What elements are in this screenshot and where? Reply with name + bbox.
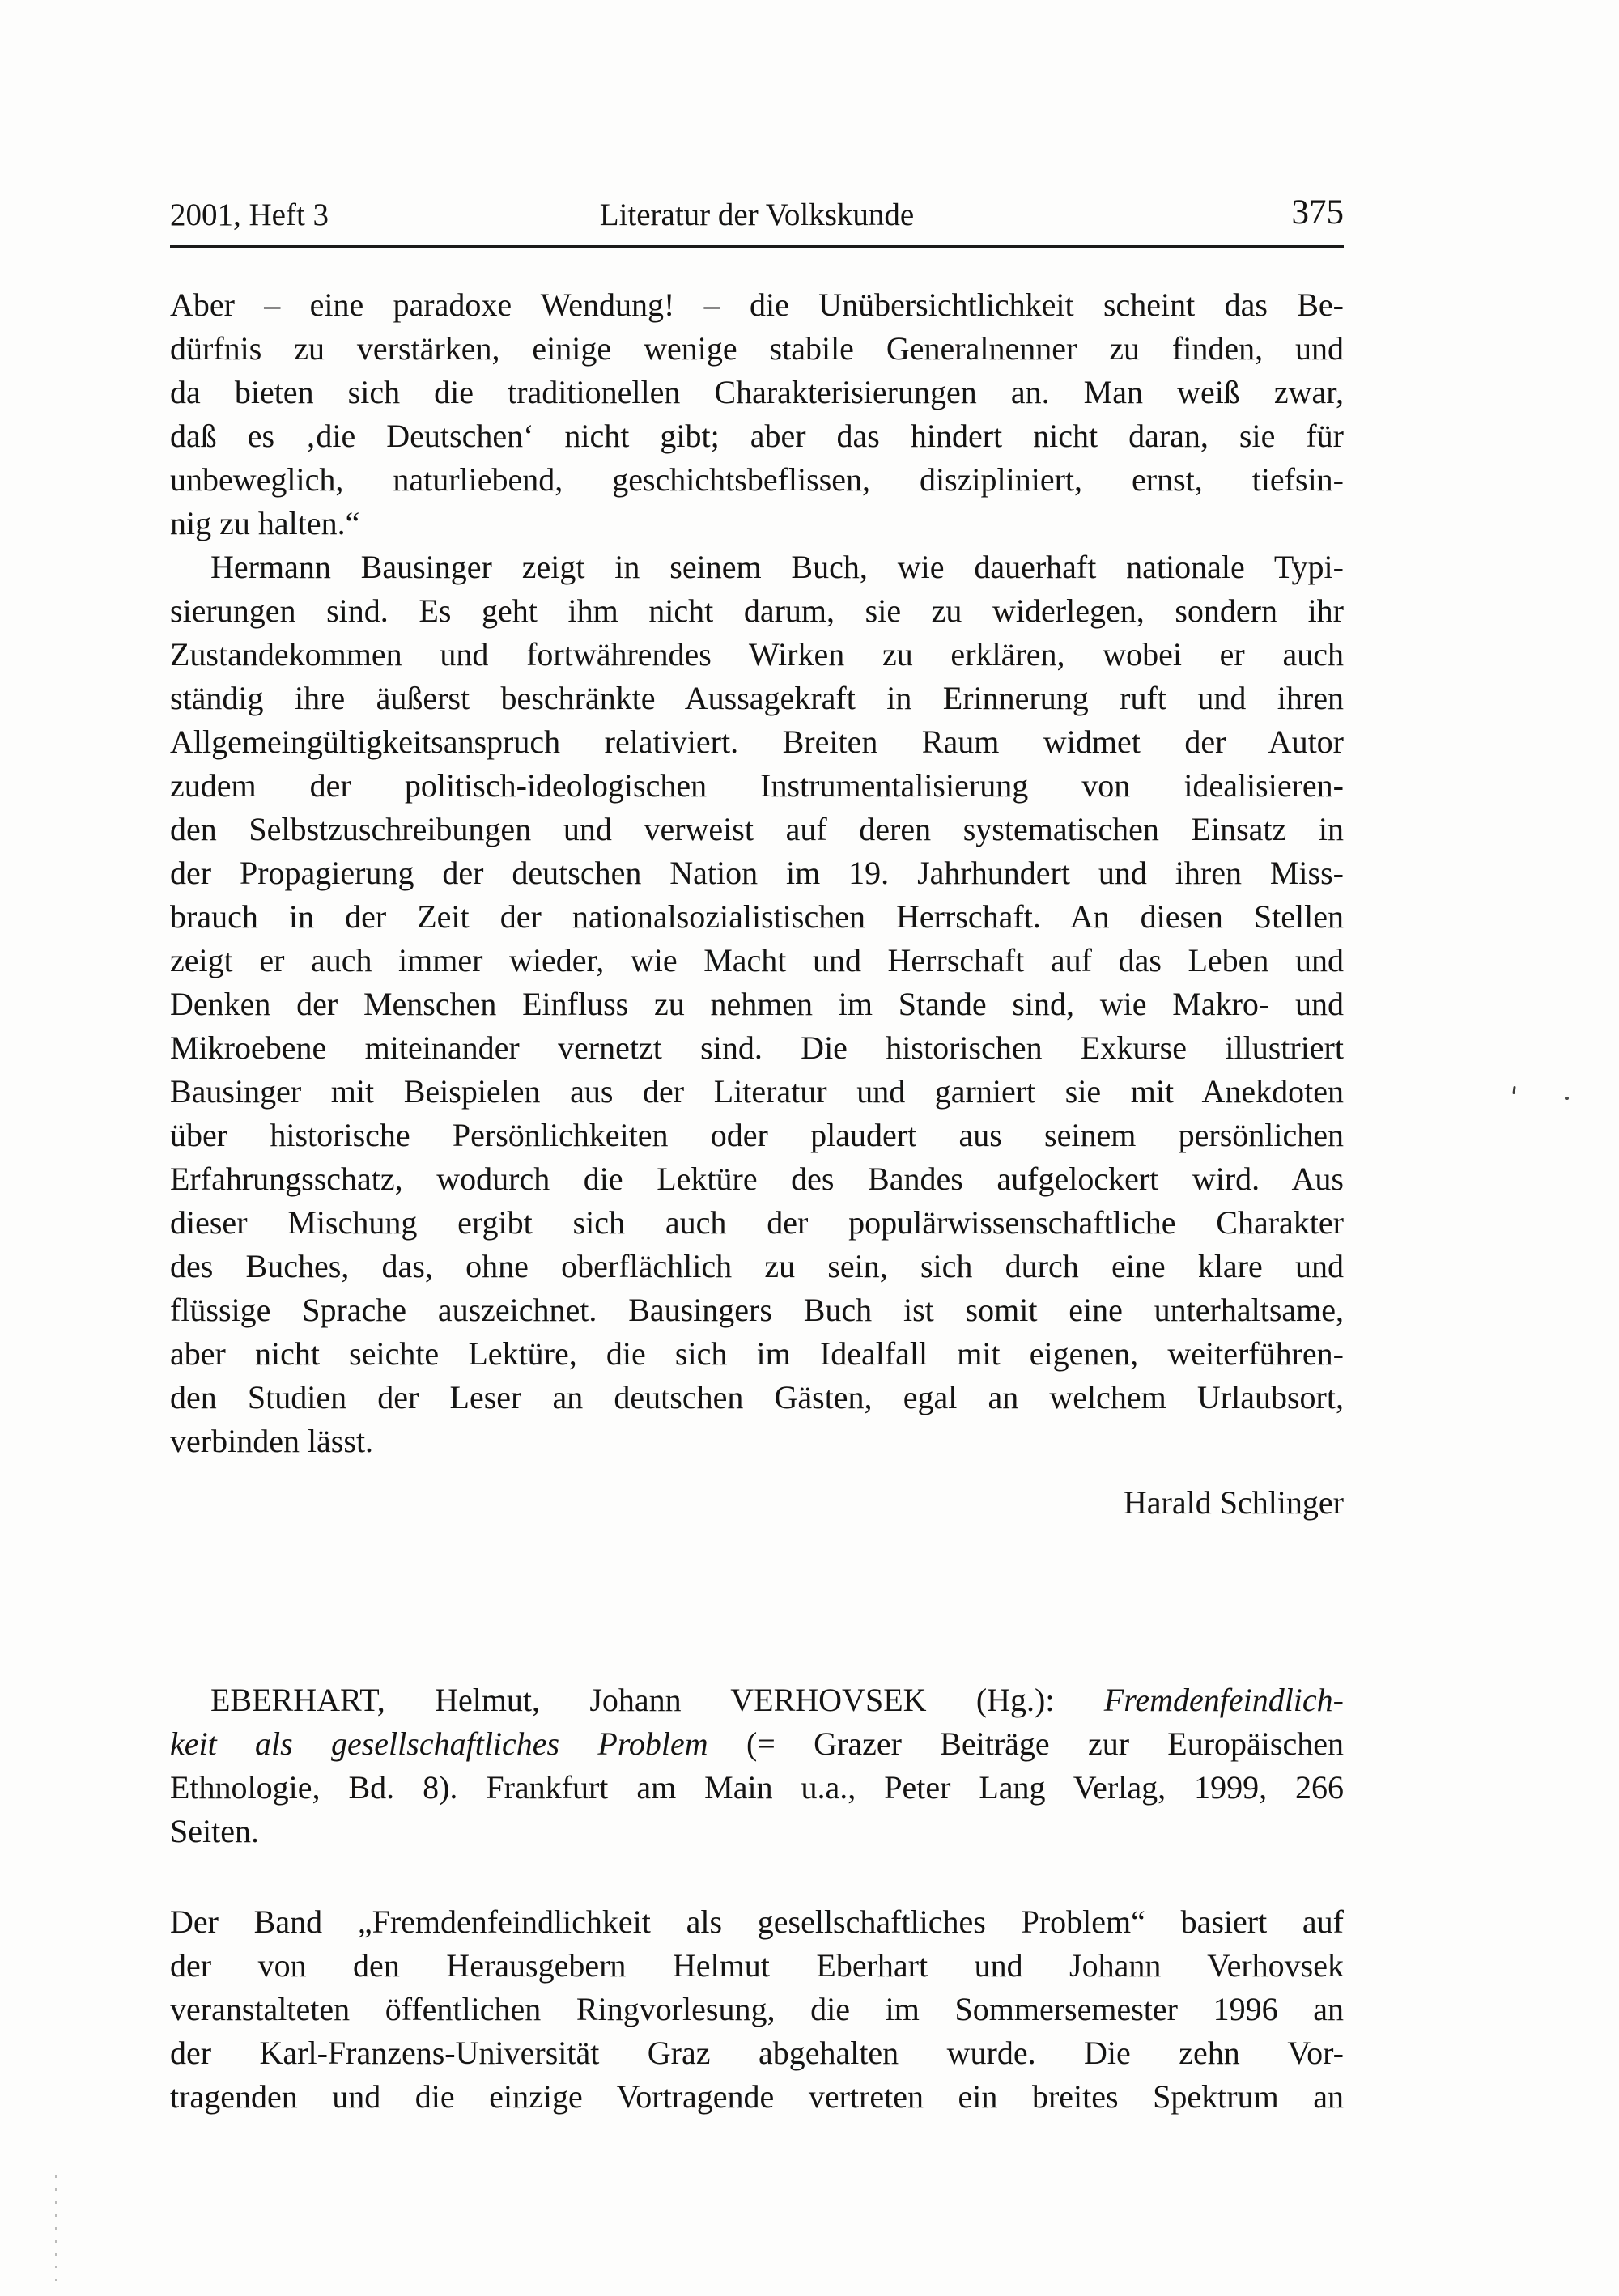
text-line: Erfahrungsschatz, wodurch die Lektüre des Bandes aufgelockert wird. Aus (170, 1161, 1344, 1197)
book-citation (170, 1678, 1344, 1853)
header-rule (170, 245, 1344, 248)
text-line: daß es ‚die Deutschen‘ nicht gibt; aber das hindert nicht daran, sie für (170, 418, 1344, 454)
text-line (170, 1722, 1344, 1766)
citation-text: (= Grazer Beiträge zur Europäischen (708, 1725, 1344, 1762)
text-line: des Buches, das, ohne oberflächlich zu sein, sich durch eine klare und (170, 1248, 1344, 1284)
text-line (170, 1766, 1344, 1810)
text-line: der Karl-Franzens-Universität Graz abgehalten wurde. Die zehn Vor- (170, 2035, 1344, 2071)
paragraph (170, 1900, 1344, 2119)
paragraph (170, 545, 1344, 1463)
reviewer-signature: Harald Schlinger (1123, 1484, 1344, 1521)
scan-artifact-dotted-line (55, 2175, 57, 2289)
scan-artifact-speck (1565, 1097, 1569, 1100)
page-header (170, 193, 1344, 237)
text-line (170, 1678, 1344, 1722)
text-line: Denken der Menschen Einfluss zu nehmen im Stande sind, wie Makro- und (170, 986, 1344, 1022)
text-line: Aber – eine paradoxe Wendung! – die Unübersichtlichkeit scheint das Be- (170, 286, 1344, 323)
text-line: tragenden und die einzige Vortragende vertreten ein breites Spektrum an (170, 2078, 1344, 2115)
text-line: über historische Persönlichkeiten oder plaudert aus seinem persönlichen (170, 1117, 1344, 1153)
text-line: sierungen sind. Es geht ihm nicht darum, sie zu widerlegen, sondern ihr (170, 592, 1344, 629)
text-line: Bausinger mit Beispielen aus der Literatur und garniert sie mit Anekdoten (170, 1073, 1344, 1110)
text-line: da bieten sich die traditionellen Charakterisierungen an. Man weiß zwar, (170, 374, 1344, 410)
text-line: dürfnis zu verstärken, einige wenige stabile Generalnenner zu finden, und (170, 330, 1344, 367)
text-line: veranstalteten öffentlichen Ringvorlesung, die im Sommersemester 1996 an (170, 1991, 1344, 2027)
text-line: Der Band „Fremdenfeindlichkeit als gesellschaftliches Problem“ basiert auf (170, 1903, 1344, 1940)
text-line: Hermann Bausinger zeigt in seinem Buch, wie dauerhaft nationale Typi- (210, 549, 1344, 585)
text-line: den Selbstzuschreibungen und verweist auf deren systematischen Einsatz in (170, 811, 1344, 847)
citation-title-italic: keit als gesellschaftliches Problem (170, 1725, 708, 1762)
text-line: zeigt er auch immer wieder, wie Macht und Herrschaft auf das Leben und (170, 942, 1344, 978)
header-issue: 2001, Heft 3 (170, 197, 329, 232)
text-line: der von den Herausgebern Helmut Eberhart und Johann Verhovsek (170, 1947, 1344, 1984)
text-line: Mikroebene miteinander vernetzt sind. Die historischen Exkurse illustriert (170, 1029, 1344, 1066)
citation-title-italic: Fremdenfeindlich- (1103, 1682, 1344, 1718)
text-line: nig zu halten.“ (170, 505, 360, 541)
header-journal-section-title: Literatur der Volkskunde (599, 197, 915, 232)
text-line: Zustandekommen und fortwährendes Wirken zu erklären, wobei er auch (170, 636, 1344, 673)
citation-text: Ethnologie, Bd. 8). Frankfurt am Main u.a., Peter Lang Verlag, 1999, 266 (170, 1769, 1344, 1806)
text-line: zudem der politisch-ideologischen Instrumentalisierung von idealisieren- (170, 767, 1344, 804)
text-line: flüssige Sprache auszeichnet. Bausingers Buch ist somit eine unterhaltsame, (170, 1292, 1344, 1328)
text-line: verbinden lässt. (170, 1423, 374, 1459)
text-line: brauch in der Zeit der nationalsozialistischen Herrschaft. An diesen Stellen (170, 898, 1344, 935)
page-body (170, 283, 1344, 2119)
text-line: dieser Mischung ergibt sich auch der populärwissenschaftliche Charakter (170, 1204, 1344, 1241)
citation-text: Seiten. (170, 1813, 259, 1849)
text-line: den Studien der Leser an deutschen Gästen, egal an welchem Urlaubsort, (170, 1379, 1344, 1415)
paragraph (170, 283, 1344, 545)
text-line: Allgemeingültigkeitsanspruch relativiert. Breiten Raum widmet der Autor (170, 724, 1344, 760)
text-line: ständig ihre äußerst beschränkte Aussagekraft in Erinnerung ruft und ihren (170, 680, 1344, 716)
text-line: der Propagierung der deutschen Nation im 19. Jahrhundert und ihren Miss- (170, 855, 1344, 891)
scan-artifact-speck (1512, 1086, 1515, 1094)
text-line: unbeweglich, naturliebend, geschichtsbeflissen, diszipliniert, ernst, tiefsin- (170, 461, 1344, 498)
citation-text: EBERHART, Helmut, Johann VERHOVSEK (Hg.): (210, 1682, 1104, 1718)
text-line: aber nicht seichte Lektüre, die sich im Idealfall mit eigenen, weiterführen- (170, 1335, 1344, 1372)
header-page-number: 375 (1291, 193, 1344, 231)
text-line (170, 1810, 1344, 1853)
